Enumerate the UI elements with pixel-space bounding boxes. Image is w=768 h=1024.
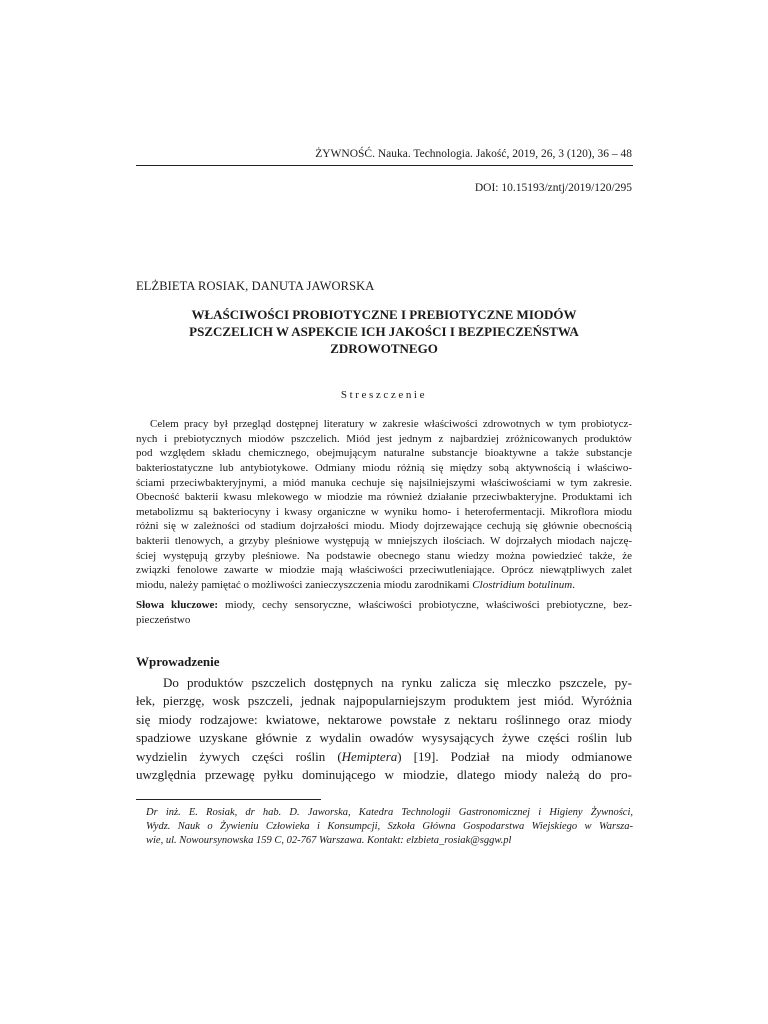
title-line: PSZCZELICH W ASPEKCIE ICH JAKOŚCI I BEZPIECZEŃSTWA <box>189 324 579 339</box>
intro-text: wydzielin żywych części roślin ( <box>136 748 342 764</box>
intro-line: uwzględnia przewagę pyłku dominującego w miodzie, dlatego miody należą do pro- <box>136 766 632 782</box>
intro-line: Do produktów pszczelich dostępnych na rynku zalicza się mleczko pszczele, py- <box>163 675 632 690</box>
keywords-line: pieczeństwo <box>136 613 191 626</box>
title-line: WŁAŚCIWOŚCI PROBIOTYCZNE I PREBIOTYCZNE MIODÓW <box>191 307 577 322</box>
abstract-line: Obecność bakterii kwasu mlekowego w miodzie ma również działanie przeciwbakteryjne. Produktami ich <box>136 491 632 504</box>
keywords-label: Słowa kluczowe: <box>136 599 219 611</box>
species-name: Clostridium botulinum <box>472 579 573 592</box>
abstract-line: metabolizmu są bakteriocyny i kwasy organiczne w wyniku homo- i heterofermentacji. Mikroflora miodu <box>136 505 632 518</box>
abstract-body <box>136 417 632 593</box>
abstract-line: bakterii tlenowych, a grzyby pleśniowe występują w mniejszych ilościach. W dojrzałych miodach najczę- <box>136 535 632 548</box>
abstract-last-suffix: . <box>572 579 575 592</box>
footnote-line: Dr inż. E. Rosiak, dr hab. D. Jaworska, Katedra Technologii Gastronomicznej i Higieny Żywności, <box>146 807 633 818</box>
intro-text: ) [19]. Podział na miody odmianowe <box>397 748 632 764</box>
abstract-line: pod względem składu chemicznego, obejmującym naturalne substancje bioaktywne a także substancje <box>136 447 632 460</box>
intro-line: spadziowe uzyskane głównie z wydalin owadów wysysających żywe części roślin lub <box>136 730 632 746</box>
authors: ELŻBIETA ROSIAK, DANUTA JAWORSKA <box>136 279 375 293</box>
footnote <box>146 806 633 848</box>
footnote-line: wie, ul. Nowoursynowska 159 C, 02-767 Warszawa. Kontakt: elzbieta_rosiak@sggw.pl <box>146 835 512 846</box>
intro-line <box>136 748 632 766</box>
article-title <box>136 306 632 357</box>
intro-line: łek, pierzgę, wosk pszczeli, jednak najpopularniejszym produktem jest miód. Wyróżnia <box>136 693 632 709</box>
abstract-line: związki fenolowe zawarte w miodzie mają właściwości przeciwutleniające. Oprócz niewątpliwych zalet <box>136 564 632 577</box>
abstract-line: Celem pracy był przegląd dostępnej literatury w zakresie właściwości zdrowotnych w tym probiotycz- <box>150 418 632 430</box>
abstract-line: bakteriostatyczne lub antybiotykowe. Odmiany miodu różnią się między sobą aktywnością i właściwo- <box>136 461 632 474</box>
keywords <box>136 598 632 627</box>
intro-line: się miody rodzajowe: kwiatowe, nektarowe powstałe z nektaru roślinnego oraz miody <box>136 711 632 727</box>
introduction-body <box>136 674 632 784</box>
footnote-rule <box>136 799 321 800</box>
abstract-line: ściej występują grzyby pleśniowe. Na podstawie obecnego stanu wiedzy można powiedzieć także, że <box>136 549 632 562</box>
header-rule <box>136 165 633 166</box>
section-heading: Wprowadzenie <box>136 654 220 669</box>
doi: DOI: 10.15193/zntj/2019/120/295 <box>474 182 632 194</box>
taxon-name: Hemiptera <box>341 748 398 764</box>
abstract-line <box>136 578 632 593</box>
journal-header: ŻYWNOŚĆ. Nauka. Technologia. Jakość, 2019, 26, 3 (120), 36 – 48 <box>315 148 632 160</box>
abstract-line: różni się w zależności od stadium dojrzałości miodu. Miody dojrzewające cechują się głównie obecnością <box>136 520 632 533</box>
abstract-line: ściami przeciwbakteryjnymi, a miód manuka cechuje się najsilniejszymi właściwościami w tym zakresie. <box>136 476 632 489</box>
footnote-line: Wydz. Nauk o Żywieniu Człowieka i Konsumpcji, Szkoła Główna Gospodarstwa Wiejskiego w Warsza- <box>146 821 633 832</box>
abstract-heading: Streszczenie <box>340 389 428 401</box>
abstract-last-text: miodu, należy pamiętać o możliwości zanieczyszczenia miodu zarodnikami <box>136 579 473 592</box>
keywords-text: miody, cechy sensoryczne, właściwości probiotyczne, właściwości prebiotyczne, bez- <box>218 599 632 611</box>
title-line: ZDROWOTNEGO <box>330 341 438 356</box>
abstract-line: nych i prebiotycznych miodów pszczelich. Miód jest jednym z najbardziej zróżnicowanych produktów <box>136 432 632 445</box>
keywords-line <box>136 598 632 613</box>
